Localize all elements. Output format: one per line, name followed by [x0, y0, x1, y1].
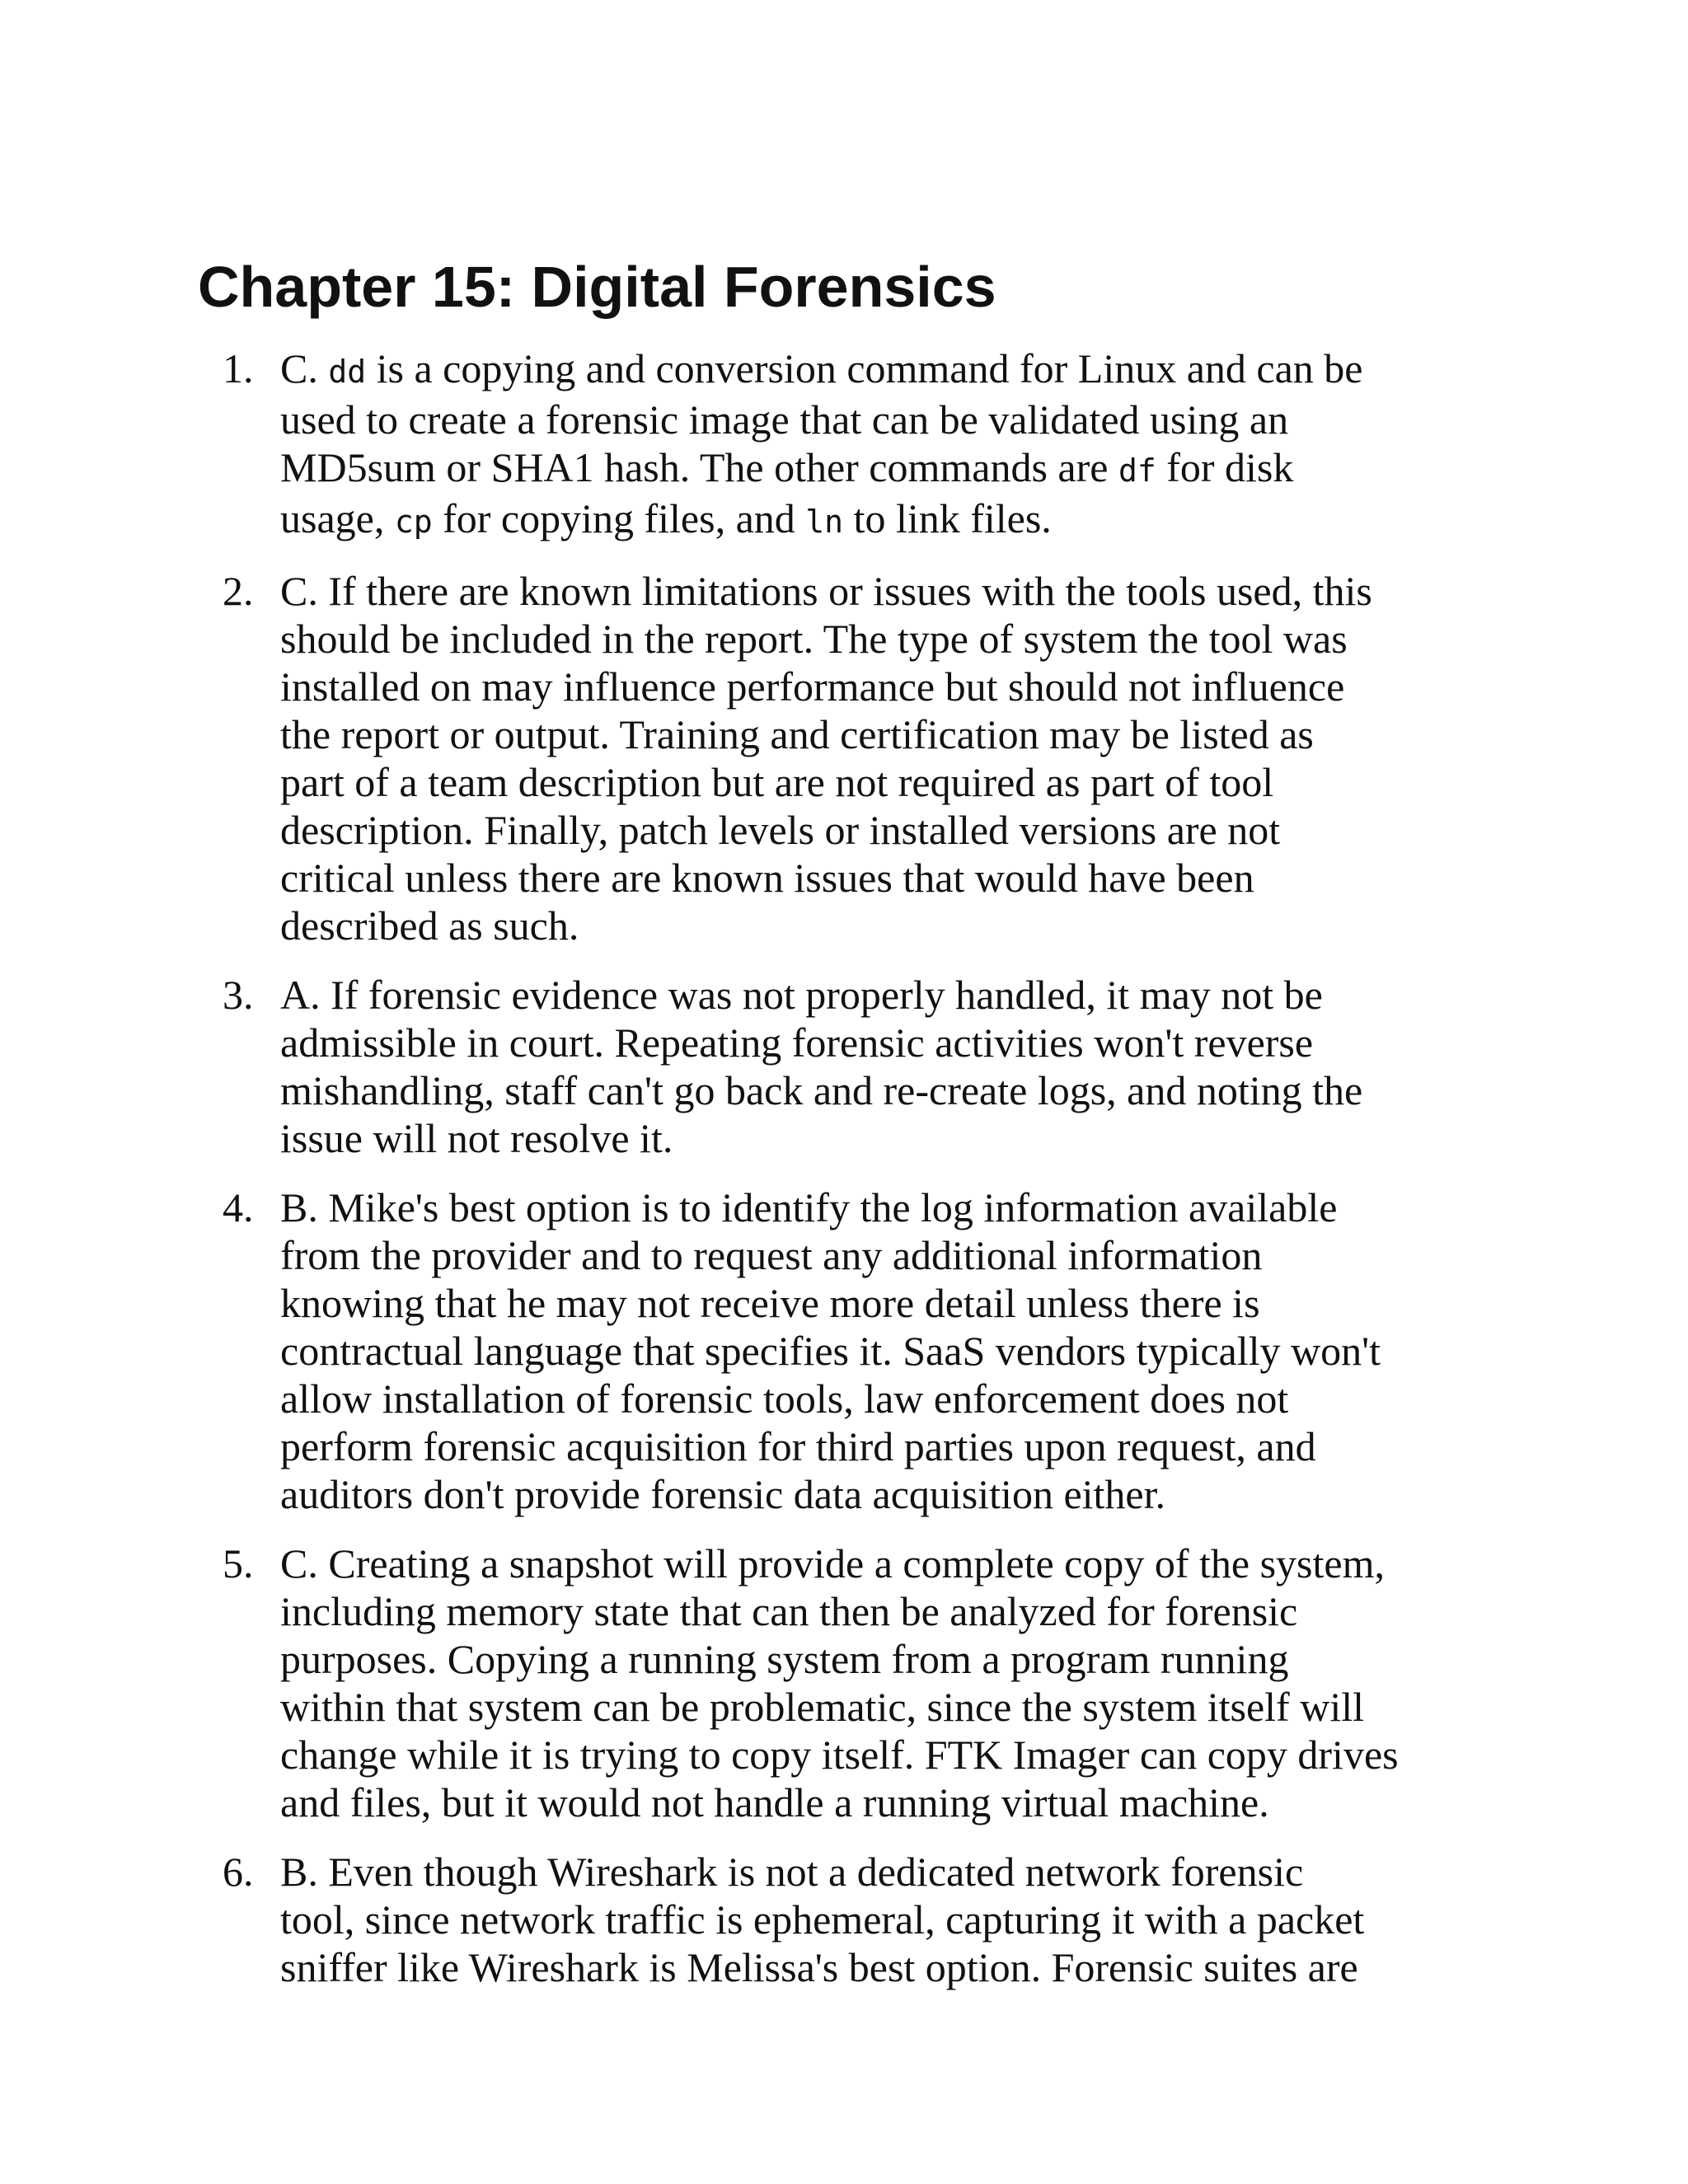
- answer-item: [0, 1183, 1508, 1518]
- answer-number: 2.: [223, 568, 254, 614]
- answer-item: [0, 1540, 1508, 1826]
- command-code: ln: [805, 504, 844, 540]
- answer-line: [280, 1943, 1508, 1991]
- answer-text: within that system can be problematic, since the system itself will: [280, 1684, 1364, 1730]
- answer-text: perform forensic acquisition for third parties upon request, and: [280, 1423, 1316, 1469]
- command-code: cp: [394, 504, 433, 540]
- answer-line: [280, 1019, 1508, 1066]
- answer-text: should be included in the report. The type of system the tool was: [280, 616, 1348, 662]
- answer-text: B. Mike's best option is to identify the log information available: [280, 1184, 1338, 1230]
- answer-line: [280, 494, 1508, 546]
- answer-text: issue will not resolve it.: [280, 1115, 673, 1161]
- answer-text: is a copying and conversion command for Linux and can be: [366, 345, 1363, 391]
- answer-line: [280, 344, 1508, 396]
- answer-line: [280, 854, 1508, 902]
- answer-number: 6.: [223, 1849, 254, 1895]
- answer-item: [0, 567, 1508, 949]
- answer-text: allow installation of forensic tools, law enforcement does not: [280, 1376, 1289, 1422]
- answer-text: for disk: [1156, 444, 1294, 490]
- answer-line: [280, 971, 1508, 1019]
- answer-line: [280, 1470, 1508, 1518]
- answer-text: change while it is trying to copy itself. FTK Imager can copy drives: [280, 1732, 1399, 1778]
- answer-text: critical unless there are known issues that would have been: [280, 855, 1254, 901]
- answer-line: [280, 1731, 1508, 1779]
- answer-line: [280, 1422, 1508, 1470]
- answer-line: [280, 1683, 1508, 1731]
- answer-text: B. Even though Wireshark is not a dedicated network forensic: [280, 1849, 1304, 1895]
- answer-text: C.: [280, 345, 329, 391]
- answer-text: C. If there are known limitations or issues with the tools used, this: [280, 568, 1372, 614]
- answer-text: auditors don't provide forensic data acquisition either.: [280, 1471, 1165, 1517]
- answer-text: mishandling, staff can't go back and re-create logs, and noting the: [280, 1067, 1363, 1113]
- answer-line: [280, 1375, 1508, 1422]
- answer-item: [0, 1848, 1508, 1991]
- answer-text: contractual language that specifies it. SaaS vendors typically won't: [280, 1328, 1381, 1374]
- answer-list: [0, 344, 1508, 2013]
- answer-text: the report or output. Training and certification may be listed as: [280, 711, 1314, 757]
- answer-item: [0, 344, 1508, 546]
- answer-text: including memory state that can then be analyzed for forensic: [280, 1588, 1298, 1634]
- answer-text: for copying files, and: [432, 495, 806, 541]
- command-code: df: [1118, 452, 1156, 489]
- answer-number: 4.: [223, 1184, 254, 1230]
- answer-text: admissible in court. Repeating forensic activities won't reverse: [280, 1019, 1314, 1066]
- answer-item: [0, 971, 1508, 1162]
- answer-line: [280, 1114, 1508, 1162]
- answer-line: [280, 1635, 1508, 1683]
- answer-text: tool, since network traffic is ephemeral, capturing it with a packet: [280, 1896, 1365, 1943]
- answer-text: and files, but it would not handle a running virtual machine.: [280, 1779, 1269, 1825]
- answer-text: to link files.: [843, 495, 1052, 541]
- answer-line: [280, 1183, 1508, 1231]
- answer-line: [280, 758, 1508, 806]
- answer-text: described as such.: [280, 902, 579, 949]
- answer-line: [280, 567, 1508, 615]
- answer-text: installed on may influence performance but should not influence: [280, 663, 1345, 710]
- answer-line: [280, 806, 1508, 854]
- answer-text: sniffer like Wireshark is Melissa's best option. Forensic suites are: [280, 1944, 1358, 1990]
- answer-number: 1.: [223, 345, 254, 391]
- command-code: dd: [328, 354, 367, 390]
- answer-line: [280, 1848, 1508, 1896]
- answer-text: A. If forensic evidence was not properly handled, it may not be: [280, 972, 1323, 1018]
- answer-text: knowing that he may not receive more detail unless there is: [280, 1280, 1260, 1326]
- answer-line: [280, 1779, 1508, 1826]
- answer-line: [280, 663, 1508, 710]
- answer-number: 3.: [223, 972, 254, 1018]
- answer-text: from the provider and to request any additional information: [280, 1232, 1263, 1278]
- answer-line: [280, 1587, 1508, 1635]
- answer-text: description. Finally, patch levels or installed versions are not: [280, 807, 1281, 853]
- answer-text: C. Creating a snapshot will provide a complete copy of the system,: [280, 1540, 1385, 1586]
- chapter-title: Chapter 15: Digital Forensics: [198, 255, 996, 319]
- answer-line: [280, 1066, 1508, 1114]
- answer-text: used to create a forensic image that can be validated using an: [280, 396, 1289, 443]
- answer-line: [280, 1896, 1508, 1943]
- answer-number: 5.: [223, 1540, 254, 1586]
- answer-line: [280, 396, 1508, 443]
- answer-line: [280, 1540, 1508, 1587]
- answer-line: [280, 902, 1508, 949]
- answer-line: [280, 615, 1508, 663]
- answer-line: [280, 443, 1508, 494]
- answer-line: [280, 1327, 1508, 1375]
- answer-text: MD5sum or SHA1 hash. The other commands are: [280, 444, 1118, 490]
- answer-line: [280, 710, 1508, 758]
- answer-text: part of a team description but are not required as part of tool: [280, 759, 1274, 805]
- answer-text: usage,: [280, 495, 395, 541]
- answer-text: purposes. Copying a running system from a program running: [280, 1636, 1289, 1682]
- answer-line: [280, 1231, 1508, 1279]
- answer-line: [280, 1279, 1508, 1327]
